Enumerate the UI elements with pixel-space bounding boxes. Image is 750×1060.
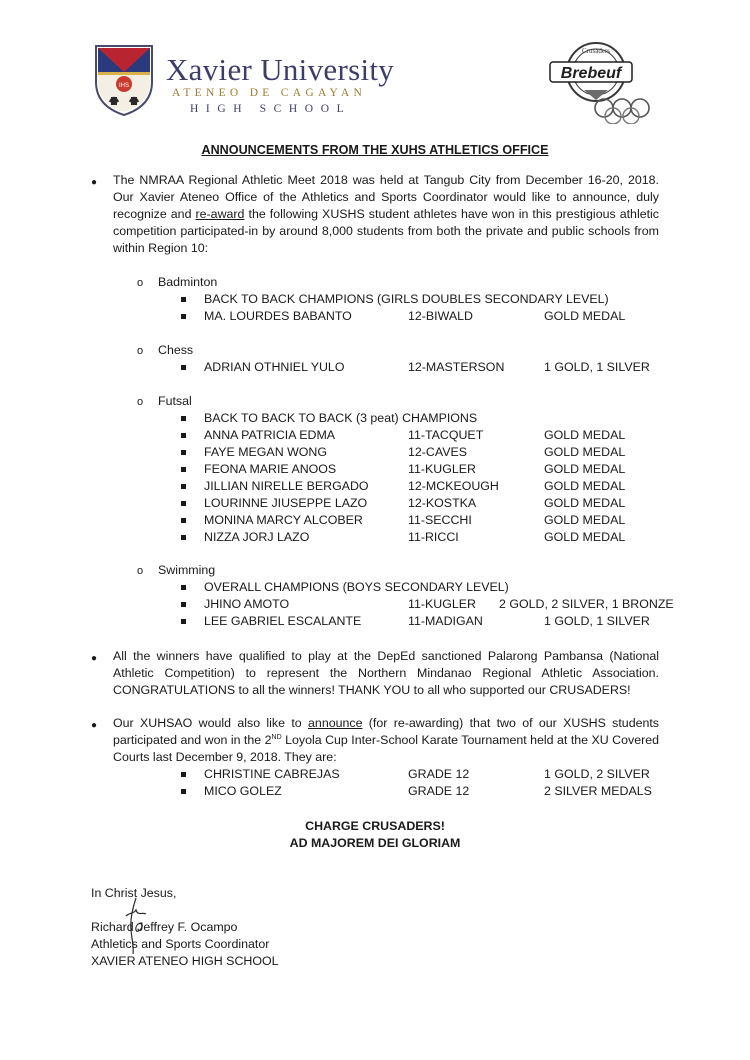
square-bullet-icon xyxy=(181,416,186,421)
square-bullet-icon xyxy=(181,484,186,489)
list-item: MICO GOLEZ GRADE 12 2 SILVER MEDALS xyxy=(181,783,681,800)
square-bullet-icon xyxy=(181,433,186,438)
xu-shield-logo xyxy=(92,42,156,118)
closing-line-2: AD MAJOREM DEI GLORIAM xyxy=(289,836,461,850)
square-bullet-icon xyxy=(181,467,186,472)
square-bullet-icon xyxy=(181,602,186,607)
square-bullet-icon xyxy=(181,450,186,455)
circle-bullet-icon: o xyxy=(137,396,144,408)
list-item: CHRISTINE CABREJAS GRADE 12 1 GOLD, 2 SILVER xyxy=(181,766,681,783)
announce-text: announce xyxy=(308,716,363,730)
closing-line-1: CHARGE CRUSADERS! xyxy=(305,819,445,833)
list-item: FEONA MARIE ANOOS 11-KUGLER GOLD MEDAL xyxy=(181,461,681,478)
list-item: LEE GABRIEL ESCALANTE 11-MADIGAN 1 GOLD, 1 SILVER xyxy=(181,613,681,630)
crusaders-logo-text: Brebeuf xyxy=(560,65,622,82)
signoff-school: XAVIER ATENEO HIGH SCHOOL xyxy=(91,954,279,968)
school-level: HIGH SCHOOL xyxy=(190,103,352,115)
list-item: MA. LOURDES BABANTO 12-BIWALD GOLD MEDAL xyxy=(181,308,681,325)
list-item: FAYE MEGAN WONG 12-CAVES GOLD MEDAL xyxy=(181,444,681,461)
square-bullet-icon xyxy=(181,297,186,302)
square-bullet-icon xyxy=(181,535,186,540)
crusaders-logo xyxy=(546,38,658,124)
list-item: LOURINNE JIUSEPPE LAZO 12-KOSTKA GOLD MEDAL xyxy=(181,495,681,512)
school-name: Xavier University xyxy=(166,52,395,87)
bullet-icon: ● xyxy=(91,177,98,188)
re-award-text: re-award xyxy=(195,207,245,221)
square-bullet-icon xyxy=(181,772,186,777)
list-item: BACK TO BACK CHAMPIONS (GIRLS DOUBLES SECONDARY LEVEL) xyxy=(181,291,681,308)
shield-monogram: IHS xyxy=(118,83,130,89)
square-bullet-icon xyxy=(181,314,186,319)
intro-paragraph: The NMRAA Regional Athletic Meet 2018 was held at Tangub City from December 16-20, 2018. Our Xavier Ateneo Office of the Athletics and Sports Coordinator would like to announce, duly recognize and re-award the following XUSHS student athletes have won in this prestigious athletic competition participated-in by around 8,000 students from both the private and public schools from within Region 10: xyxy=(113,173,659,255)
announcement-title: ANNOUNCEMENTS FROM THE XUHS ATHLETICS OFFICE xyxy=(201,143,549,157)
sport-futsal: o Futsal xyxy=(137,393,192,411)
signoff-position: Athletics and Sports Coordinator xyxy=(91,937,270,951)
crusaders-ring-text: Crusaders xyxy=(582,47,610,55)
bullet-icon: ● xyxy=(91,720,98,731)
list-item: NIZZA JORJ LAZO 11-RICCI GOLD MEDAL xyxy=(181,529,681,546)
square-bullet-icon xyxy=(181,365,186,370)
sport-chess: o Chess xyxy=(137,342,193,360)
list-item: OVERALL CHAMPIONS (BOYS SECONDARY LEVEL) xyxy=(181,579,681,596)
list-item: JHINO AMOTO 11-KUGLER 2 GOLD, 2 SILVER, 1 BRONZE xyxy=(181,596,681,613)
square-bullet-icon xyxy=(181,585,186,590)
list-item: MONINA MARCY ALCOBER 11-SECCHI GOLD MEDAL xyxy=(181,512,681,529)
sport-badminton: o Badminton xyxy=(137,274,217,292)
square-bullet-icon xyxy=(181,789,186,794)
signoff-name: Richard Jeffrey F. Ocampo xyxy=(91,920,238,934)
list-item: ANNA PATRICIA EDMA 11-TACQUET GOLD MEDAL xyxy=(181,427,681,444)
signoff-greeting: In Christ Jesus, xyxy=(91,886,177,900)
list-item: JILLIAN NIRELLE BERGADO 12-MCKEOUGH GOLD MEDAL xyxy=(181,478,681,495)
qualify-paragraph: All the winners have qualified to play at the DepEd sanctioned Palarong Pambansa (National Athletic Competition) to represent the Northern Mindanao Regional Athletic Association. CONGRATULATIONS to all the winners! THANK YOU to all who supported our CRUSADERS! xyxy=(113,649,659,697)
list-item: BACK TO BACK TO BACK (3 peat) CHAMPIONS xyxy=(181,410,681,427)
circle-bullet-icon: o xyxy=(137,565,144,577)
sport-swimming: o Swimming xyxy=(137,562,215,580)
square-bullet-icon xyxy=(181,501,186,506)
circle-bullet-icon: o xyxy=(137,277,144,289)
circle-bullet-icon: o xyxy=(137,345,144,357)
list-item: ADRIAN OTHNIEL YULO 12-MASTERSON 1 GOLD, 1 SILVER xyxy=(181,359,681,376)
school-subtitle: ATENEO DE CAGAYAN xyxy=(172,87,367,99)
square-bullet-icon xyxy=(181,518,186,523)
bullet-icon: ● xyxy=(91,653,98,664)
karate-paragraph: Our XUHSAO would also like to announce (for re-awarding) that two of our XUSHS students participated and won in the 2ND Loyola Cup Inter-School Karate Tournament held at the XU Covered Courts last December 9, 2018. They are: xyxy=(113,716,660,764)
square-bullet-icon xyxy=(181,619,186,624)
